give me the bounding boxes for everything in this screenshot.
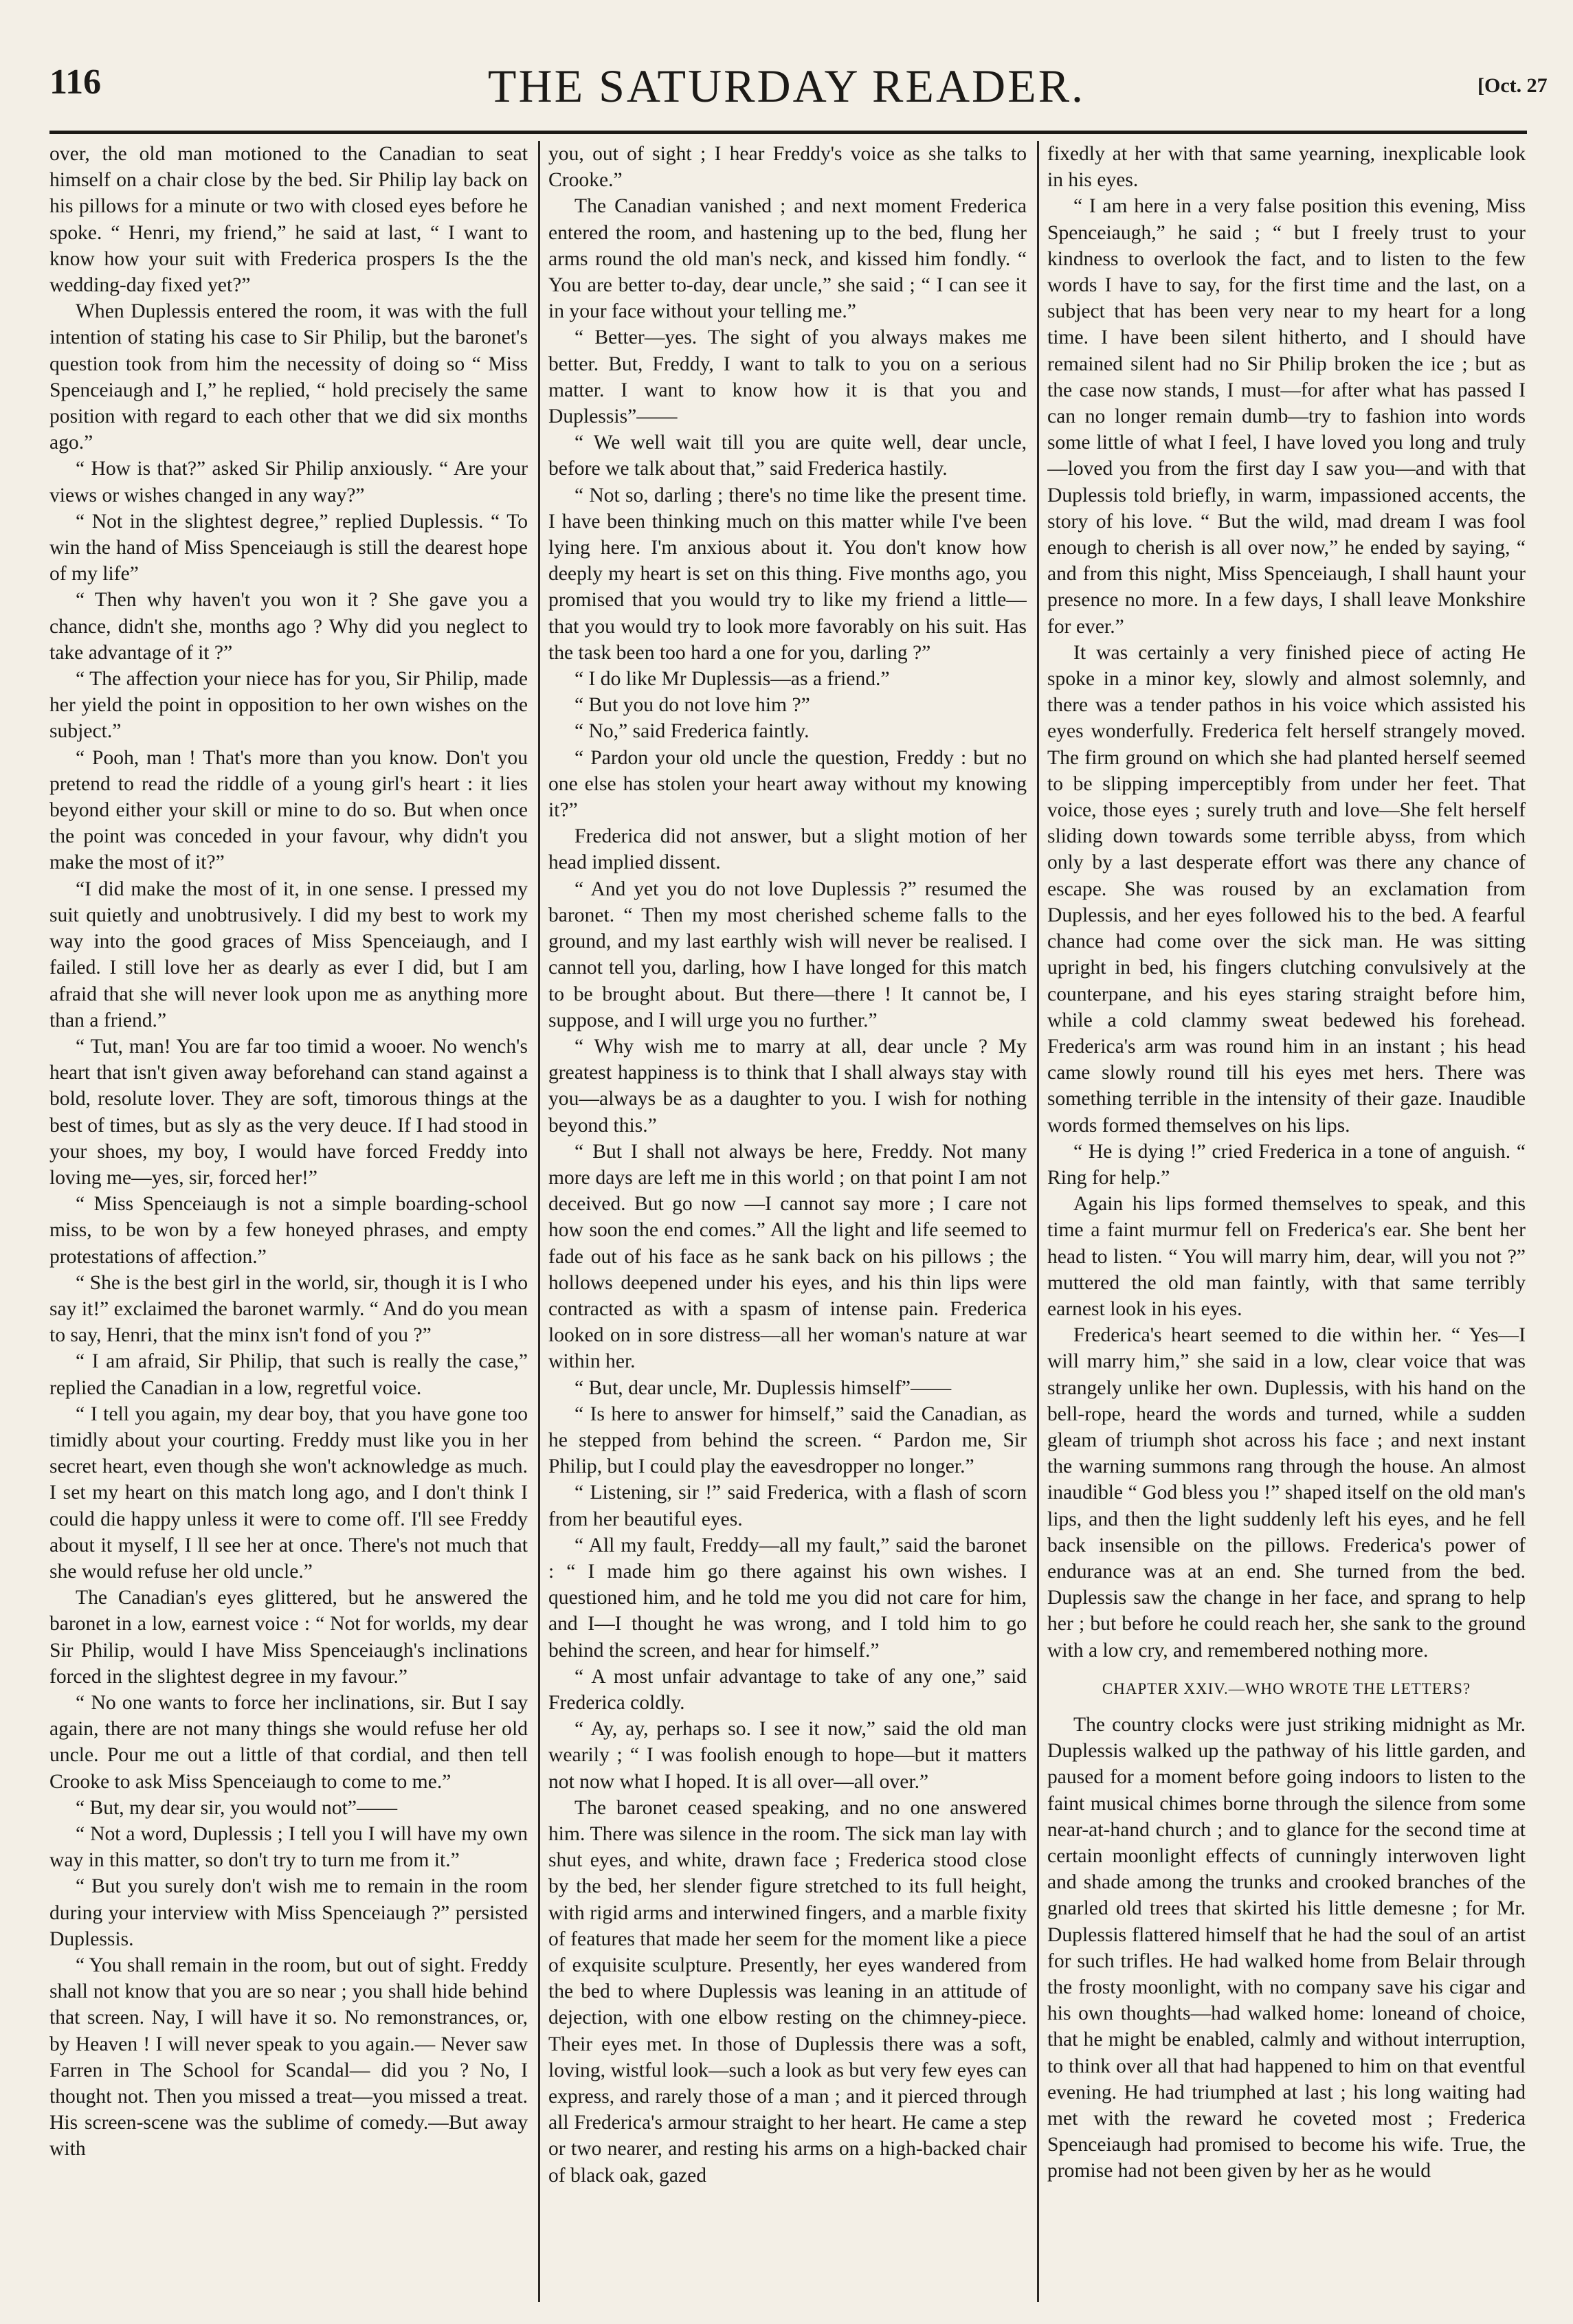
paragraph: “ But you surely don't wish me to remain in the room during your interview with Miss Spenceiaugh ?” persisted Duplessis. — [49, 1875, 528, 1950]
paragraph: The country clocks were just striking midnight as Mr. Duplessis walked up the pathway of his little garden, and paused for a moment before going indoors to listen to the faint musical chimes borne through the silence from some near-at-hand church ; and to glance for the second time at certain moonlight effects of cunningly interwoven light and shade among the trunks and crooked branches of the gnarled old trees that skirted his little demesne ; for Mr. Duplessis flattered himself that he had the soul of an artist for such trifles. He had walked home from Belair through the frosty moonlight, with no company save his cigar and his own thoughts—had walked home: loneand of choice, that he might be enabled, calmly and without interruption, to think over all that had happened to him on that eventful evening. He had triumphed at last ; his long waiting had met with the reward he coveted most ; Frederica Spenceiaugh had promised to become his wife. True, the promise had not been given by her as he would — [1047, 1713, 1526, 2182]
paragraph: “ She is the best girl in the world, sir, though it is I who say it!” exclaimed the baronet warmly. “ And do you mean to say, Henri, that the minx isn't fond of you ?” — [49, 1271, 528, 1347]
text-column-3 — [1047, 141, 1526, 2302]
paragraph: “ But, my dear sir, you would not”—— — [76, 1796, 398, 1819]
paragraph: “ Miss Spenceiaugh is not a simple boarding-school miss, to be won by a few honeyed phrases, and empty protestations of affection.” — [49, 1193, 528, 1268]
paragraph: “ I am here in a very false position this evening, Miss Spenceiaugh,” he said ; “ but I freely trust to your kindness to overlook the fact, and to listen to the few words I have to say, for the first time and the last, on a subject that has been very near to my heart for a long time. I have been silent hitherto, and I should have remained silent had no Sir Philip broken the ice ; but as the case now stands, I must—for after what has passed I can no longer remain dumb—try to fashion into words some little of what I feel, I have loved you long and truly—loved you from the first day I saw you—and with that Duplessis told briefly, in warm, impassioned accents, the story of his love. “ But the wild, mad dream I was fool enough to cherish is all over now,” he ended by saying, “ and from this night, Miss Spenceiaugh, I shall haunt your presence no more. In a few days, I shall leave Monkshire for ever.” — [1047, 195, 1526, 638]
paragraph: “ Not in the slightest degree,” replied Duplessis. “ To win the hand of Miss Spenceiaugh is still the dearest hope of my life” — [49, 510, 528, 585]
paragraph: “ Better—yes. The sight of you always makes me better. But, Freddy, I want to talk to you on a serious matter. I want to know how it is that you and Duplessis”—— — [548, 326, 1027, 428]
paragraph: “ How is that?” asked Sir Philip anxiously. “ Are your views or wishes changed in any way?” — [49, 458, 528, 506]
paragraph: Frederica did not answer, but a slight motion of her head implied dissent. — [548, 825, 1027, 874]
paragraph: “ No one wants to force her inclinations, sir. But I say again, there are not many things she would refuse her old uncle. Pour me out a little of that cordial, and then tell Crooke to ask Miss Spenceiaugh to come to me.” — [49, 1691, 528, 1793]
paragraph: The Canadian vanished ; and next moment Frederica entered the room, and hastening up to the bed, flung her arms round the old man's neck, and kissed him fondly. “ You are better to-day, dear uncle,” she said ; “ I can see it in your face without your telling me.” — [548, 195, 1027, 323]
paragraph: It was certainly a very finished piece of acting He spoke in a minor key, slowly and almost solemnly, and there was a tender pathos in his voice which assisted his eyes wonderfully. Frederica felt herself strangely moved. The firm ground on which she had planted herself seemed to be slipping imperceptibly from under her feet. That voice, those eyes ; surely truth and love—She felt herself sliding down towards some terrible abyss, from which only by a last desperate effort was there any chance of escape. She was roused by an exclamation from Duplessis, and her eyes followed his to the bed. A fearful chance had come over the sick man. He was sitting upright in bed, his fingers clutching convulsively at the counterpane, and his eyes staring straight before him, while a cold clammy sweat bedewed his forehead. Frederica's arm was round him in an instant ; his head came slowly round till his eyes met hers. There was something terrible in the intensity of their gaze. Inaudible words formed themselves on his lips. — [1047, 641, 1526, 1137]
paragraph: “ I am afraid, Sir Philip, that such is really the case,” replied the Canadian in a low, regretful voice. — [49, 1350, 528, 1399]
paragraph: “I did make the most of it, in one sense. I pressed my suit quietly and unobtrusively. I did my best to work my way into the good graces of Miss Spenceiaugh, and I failed. I still love her as dearly as ever I did, but I am afraid that she will never look upon me as anything more than a friend.” — [49, 878, 528, 1031]
chapter-heading: CHAPTER XXIV.—WHO WROTE THE LETTERS? — [1102, 1679, 1471, 1697]
text-column-1 — [49, 141, 528, 2302]
paragraph: “ Not so, darling ; there's no time like the present time. I have been thinking much on this matter while I've been lying here. I'm anxious about it. You don't know how deeply my heart is set on this thing. Five months ago, you promised that you would try to like my friend a little—that you would try to look more favorably on his suit. Has the task been too hard a one for you, darling ?” — [548, 484, 1027, 664]
paragraph: “ A most unfair advantage to take of any one,” said Frederica coldly. — [548, 1665, 1027, 1714]
paragraph: “ Pardon your old uncle the question, Freddy : but no one else has stolen your heart away without my knowing it?” — [548, 746, 1027, 822]
paragraph: The Canadian's eyes glittered, but he answered the baronet in a low, earnest voice : “ Not for worlds, my dear Sir Philip, would I have Miss Spenceiaugh's inclinations forced in the slightest degree in my favour.” — [49, 1587, 528, 1688]
paragraph: “ Then why haven't you won it ? She gave you a chance, didn't she, months ago ? Why did you neglect to take advantage of it ?” — [49, 589, 528, 664]
paragraph: “ But you do not love him ?” — [574, 694, 810, 717]
page-number: 116 — [49, 63, 102, 102]
paragraph: “ We well wait till you are quite well, dear uncle, before we talk about that,” said Frederica hastily. — [548, 432, 1027, 480]
paragraph: you, out of sight ; I hear Freddy's voice as she talks to Crooke.” — [548, 143, 1027, 192]
issue-date: [Oct. 27 — [1477, 74, 1548, 97]
paragraph: The baronet ceased speaking, and no one answered him. There was silence in the room. The sick man lay with shut eyes, and white, drawn face ; Frederica stood close by the bed, her slender figure stretched to its full height, with rigid arms and interwined fingers, and a marble fixity of features that made her seem for the moment like a piece of exquisite sculpture. Presently, her eyes wandered from the bed to where Duplessis was leaning in an attitude of dejection, with one elbow resting on the chimney-piece. Their eyes met. In those of Duplessis there was a soft, loving, wistful look—such a look as but very few eyes can express, and rarely those of a man ; and it pierced through all Frederica's armour straight to her heart. He came a step or two nearer, and resting his arms on a high-backed chair of black oak, gazed — [548, 1796, 1027, 2187]
text-column-2 — [548, 141, 1027, 2302]
paragraph: “ Ay, ay, perhaps so. I see it now,” said the old man wearily ; “ I was foolish enough to hope—but it matters not now what I hoped. It is all over—all over.” — [548, 1718, 1027, 1793]
paragraph: “ I do like Mr Duplessis—as a friend.” — [574, 668, 890, 691]
page-header — [0, 48, 1573, 131]
paragraph: When Duplessis entered the room, it was with the full intention of stating his case to Sir Philip, but the baronet's question took from him the necessity of doing so “ Miss Spenceiaugh and I,” he replied, “ hold precisely the same position with regard to each other that we did six months ago.” — [49, 300, 528, 454]
paragraph: “ But I shall not always be here, Freddy. Not many more days are left me in this world ; on that point I am not deceived. But go now —I cannot say more ; I care not how soon the end comes.” All the light and life seemed to fade out of his face as he sank back on his pillows ; the hollows deepened under his eyes, and his thin lips were contracted as with a spasm of intense pain. Frederica looked on in sore distress—all her woman's nature at war within her. — [548, 1140, 1027, 1373]
paragraph: “ Why wish me to marry at all, dear uncle ? My greatest happiness is to think that I shall always stay with you—always be as a daughter to you. I wish for nothing beyond this.” — [548, 1035, 1027, 1137]
paragraph: “ He is dying !” cried Frederica in a tone of anguish. “ Ring for help.” — [1047, 1140, 1526, 1189]
column-divider — [538, 141, 540, 2302]
paragraph: “ Is here to answer for himself,” said the Canadian, as he stepped from behind the screen. “ Pardon me, Sir Philip, but I could play the eavesdropper no longer.” — [548, 1403, 1027, 1478]
paragraph: “ No,” said Frederica faintly. — [574, 720, 810, 743]
paragraph: “ Tut, man! You are far too timid a wooer. No wench's heart that isn't given away beforehand can stand against a bold, resolute lover. They are soft, timorous things at the best of times, but as sly as the very deuce. If I had stood in your shoes, my boy, I would have forced Freddy into loving me—yes, sir, forced her!” — [49, 1035, 528, 1189]
paragraph: “ All my fault, Freddy—all my fault,” said the baronet : “ I made him go there against his own wishes. I questioned him, and he told me you did not care for him, and I—I thought he was wrong, and I told him to go behind the screen, and hear for himself.” — [548, 1534, 1027, 1662]
paragraph: “ Pooh, man ! That's more than you know. Don't you pretend to read the riddle of a young girl's heart : it lies beyond either your skill or mine to do so. But when once the point was conceded in your favour, why didn't you make the most of it?” — [49, 746, 528, 874]
paragraph: “ I tell you again, my dear boy, that you have gone too timidly about your courting. Freddy must like you in her secret heart, even though she won't acknowledge as much. I set my heart on this match long ago, and I don't think I could die happy unless it were to come off. I'll see Freddy about it myself, I ll see her at once. There's not much that she would refuse her old uncle.” — [49, 1403, 528, 1583]
paragraph: Frederica's heart seemed to die within her. “ Yes—I will marry him,” she said in a low, clear voice that was strangely unlike her own. Duplessis, with his hand on the bell-rope, heard the words and turned, while a sudden gleam of triumph shot across his face ; and next instant the warning summons rang through the house. An almost inaudible “ God bless you !” shaped itself on the old man's lips, and then the light suddenly left his eyes, and he fell back insensible on the pillows. Frederica's power of endurance was at an end. She turned from the bed. Duplessis saw the change in her face, and sprang to help her ; but before he could reach her, she sank to the ground with a low cry, and remembered nothing more. — [1047, 1324, 1526, 1662]
paragraph: “ The affection your niece has for you, Sir Philip, made her yield the point in opposition to her own wishes on the subject.” — [49, 668, 528, 743]
paragraph: fixedly at her with that same yearning, inexplicable look in his eyes. — [1047, 143, 1526, 192]
masthead-title: THE SATURDAY READER. — [487, 60, 1086, 112]
paragraph: Again his lips formed themselves to speak, and this time a faint murmur fell on Frederica's ear. She bent her head to listen. “ You will marry him, dear, will you not ?” muttered the old man faintly, with that same terribly earnest look in his eyes. — [1047, 1193, 1526, 1320]
paragraph: “ Listening, sir !” said Frederica, with a flash of scorn from her beautiful eyes. — [548, 1482, 1027, 1530]
paragraph: “ And yet you do not love Duplessis ?” resumed the baronet. “ Then my most cherished scheme falls to the ground, and my last earthly wish will never be realised. I cannot tell you, darling, how I have longed for this match to be brought about. But there—there ! It cannot be, I suppose, and I will urge you no further.” — [548, 878, 1027, 1031]
paragraph: “ Not a word, Duplessis ; I tell you I will have my own way in this matter, so don't try to turn me from it.” — [49, 1823, 528, 1872]
paragraph: “ You shall remain in the room, but out of sight. Freddy shall not know that you are so near ; you shall hide behind that screen. Nay, I will have it so. No remonstrances, or, by Heaven ! I will never speak to you again.— Never saw Farren in The School for Scandal— did you ? No, I thought not. Then you missed a treat—you missed a treat. His screen-scene was the sublime of comedy.—But away with — [49, 1954, 528, 2160]
paragraph: “ But, dear uncle, Mr. Duplessis himself”—— — [574, 1376, 952, 1399]
column-divider — [1037, 141, 1039, 2302]
paragraph: over, the old man motioned to the Canadian to seat himself on a chair close by the bed. Sir Philip lay back on his pillows for a minute or two with closed eyes before he spoke. “ Henri, my friend,” he said at last, “ I want to know how your suit with Frederica prospers Is the the wedding-day fixed yet?” — [49, 143, 528, 297]
header-rule — [49, 131, 1527, 134]
